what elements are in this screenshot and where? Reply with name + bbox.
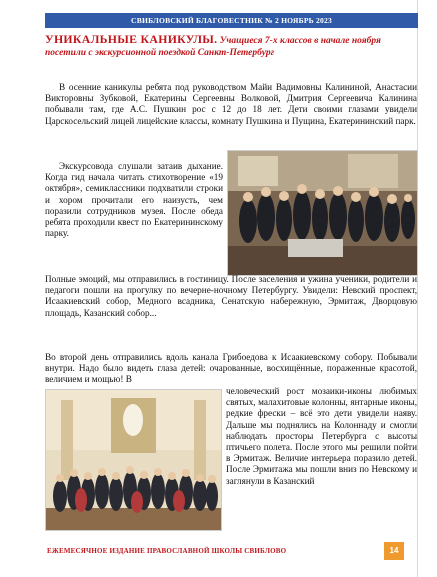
headline-subtitle: Учащиеся 7-х классов в начале ноября посетили с экскурсионной поездкой Санкт-Петербург	[45, 36, 381, 59]
headline-title: УНИКАЛЬНЫЕ КАНИКУЛЫ.	[45, 32, 218, 46]
hall-group-image	[46, 390, 221, 530]
footer-caption: ЕЖЕМЕСЯЧНОЕ ИЗДАНИЕ ПРАВОСЛАВНОЙ ШКОЛЫ СВИБЛОВО	[47, 547, 287, 555]
newsletter-header: СВИБЛОВСКИЙ БЛАГОВЕСТНИК № 2 НОЯБРЬ 2023	[45, 13, 418, 28]
page-number: 14	[384, 542, 404, 560]
photo-museum-group	[227, 150, 418, 276]
paragraph-second-day: Во второй день отправились вдоль канала Грибоедова к Исаакиевскому собору. Побывали внутри. Надо было видеть глаза детей: очарованные, восхищённые, пораженные красотой, величием и мощью! В	[45, 352, 417, 385]
photo-hall-group	[45, 389, 222, 531]
paragraph-isaac-cathedral: человеческий рост мозаики-иконы любимых святых, малахитовые колонны, янтарные иконы, редкие фрески – всё это дети увидели наяву. Дальше мы поднялись на Колоннаду и смогли наблюдать просторы Петербурга с высоты птичьего полета. После этого мы решили пойти в Эрмитаж. Величие интерьера поразило детей. После Эрмитажа мы пошли вниз по Невскому и заглянули в Казанский	[226, 386, 417, 486]
paragraph-intro: В осенние каникулы ребята под руководством Майи Вадимовны Калининой, Анастасии Викторовны Зубковой, Екатерины Сергеевны Волковой, Дмитрия Сергеевича Калинина побывали там, где А.С. Пушкин рос с 12 до 18 лет. Дети своими глазами увидели Царскосельский лицей лицейские классы, комнату Пушкина и Пущина, Екатерининский парк.	[45, 82, 417, 126]
paragraph-guide: Экскурсовода слушали затаив дыхание. Когда гид начала читать стихотворение «19 октября», семиклассники подхватили строки и хором прочитали его наизусть, чем поразили сотрудников музея. После обеда ребята проходили квест по Екатерининскому парку.	[45, 161, 223, 239]
museum-group-image	[228, 151, 417, 275]
newsletter-page	[27, 0, 427, 577]
paragraph-evening: Полные эмоций, мы отправились в гостиницу. После заселения и ужина ученики, родители и педагоги пошли на прогулку по вечерне-ночному Петербургу. Увидели: Невский проспект, Исаакиевский собор, Медного всадника, Сенатскую набережную, Эрмитаж, Дворцовую площадь, Казанский собор...	[45, 274, 417, 318]
article-headline	[45, 33, 417, 60]
